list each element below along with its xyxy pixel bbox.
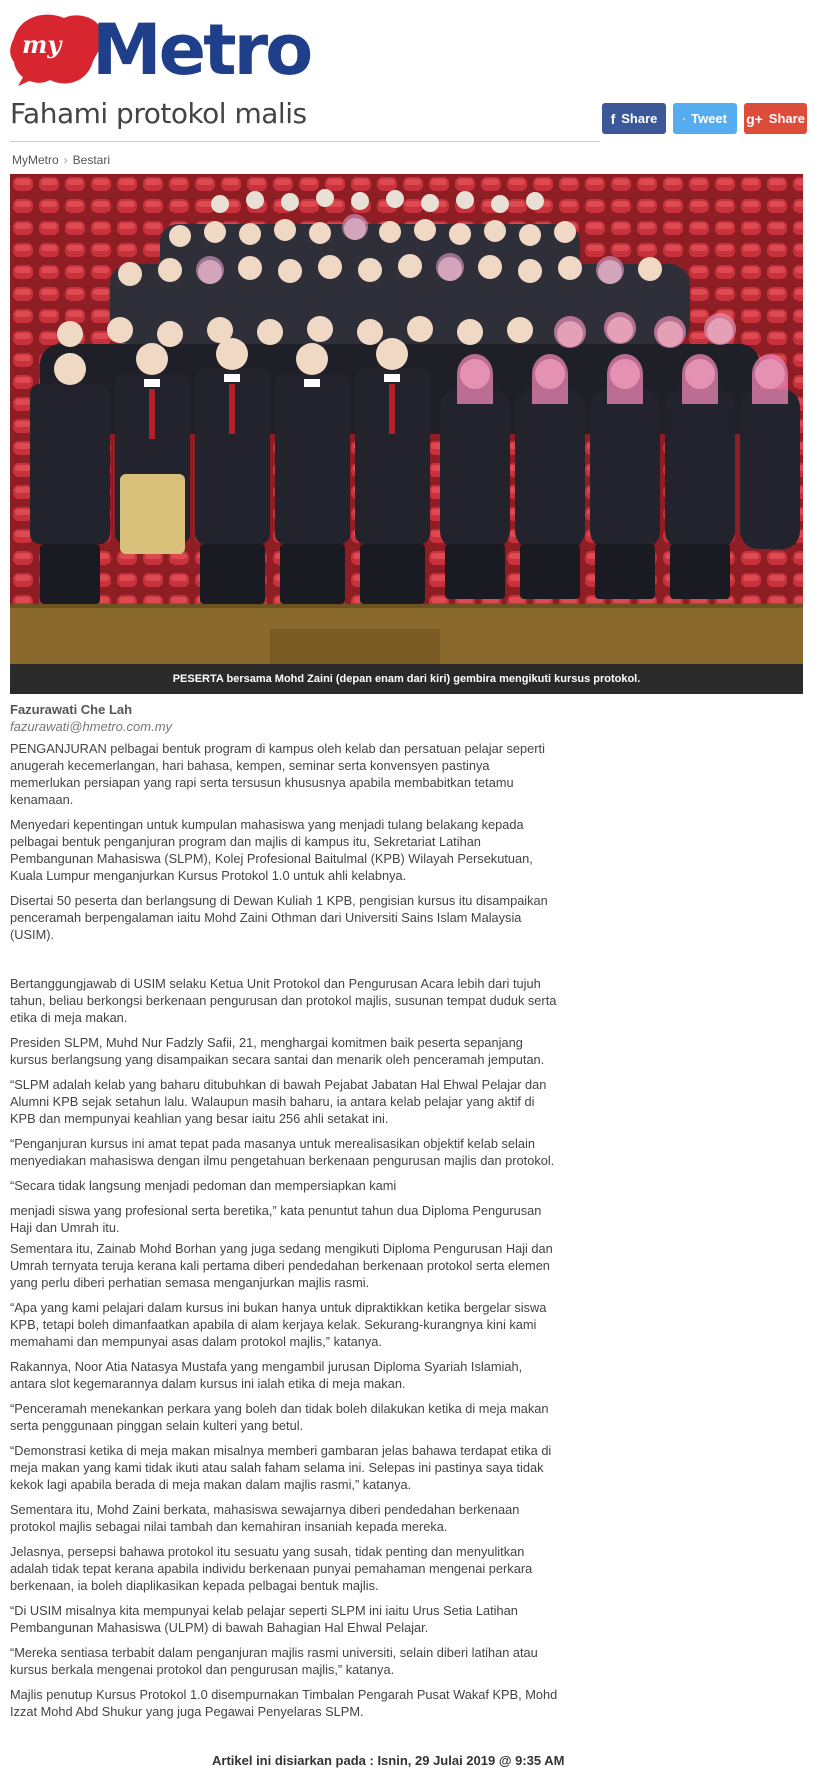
twitter-tweet-button[interactable] (673, 103, 737, 134)
article-paragraph: “Apa yang kami pelajari dalam kursus ini bukan hanya untuk dipraktikkan ketika bergelar siswa KPB, tetapi boleh dimanfaatkan apabila di alam kerjaya kelak. Sekurang-kurangnya kini kami memahami dan mempunyai asas dalam protokol majlis,” katanya. (10, 1300, 547, 1349)
article-paragraph: Sementara itu, Zainab Mohd Borhan yang juga sedang mengikuti Diploma Pengurusan Haji dan Umrah ternyata teruja kerana kali pertama diberi pendedahan berkenaan protokol serta elemen yang perlu diberi perhatian semasa menganjurkan majlis rasmi. (10, 1241, 553, 1290)
google-plus-icon: g+ (746, 110, 763, 127)
group-photo-illustration (10, 174, 803, 694)
article-paragraph: Disertai 50 peserta dan berlangsung di Dewan Kuliah 1 KPB, pengisian kursus itu disampaikan penceramah berpengalaman iaitu Mohd Zaini Othman dari Universiti Sains Islam Malaysia (USIM). (10, 893, 548, 942)
article-paragraph: Presiden SLPM, Muhd Nur Fadzly Safii, 21, menghargai komitmen baik peserta sepanjang kursus berlangsung yang disampaikan secara santai dan menarik oleh penceramah jemputan. (10, 1035, 545, 1067)
twitter-tweet-label: Tweet (691, 111, 727, 126)
twitter-icon (683, 113, 685, 125)
article-body (10, 740, 560, 1728)
article-paragraph: Jelasnya, persepsi bahawa protokol itu sesuatu yang susah, tidak penting dan menyulitkan adalah tidak tepat kerana apabila individu berkenaan punyai pemahaman mengenai perkara berkenaan, ia boleh diaplikasikan kepada pelbagai bentuk majlis. (10, 1544, 533, 1593)
facebook-share-button[interactable] (602, 103, 666, 134)
article-paragraph: Bertanggungjawab di USIM selaku Ketua Unit Protokol dan Pengurusan Acara lebih dari tujuh tahun, beliau berkongsi berkenaan pengurusan dan protokol majlis, susunan tempat duduk serta etika di meja makan. (10, 976, 557, 1025)
breadcrumb (12, 153, 110, 167)
article-paragraph: “Penceramah menekankan perkara yang boleh dan tidak boleh dilakukan ketika di meja makan serta penggunaan pinggan selain kulteri yang betul. (10, 1401, 549, 1433)
article-paragraph: Majlis penutup Kursus Protokol 1.0 disempurnakan Timbalan Pengarah Pusat Wakaf KPB, Mohd Izzat Mohd Abd Shukur yang juga Pegawai Penyelaras SLPM. (10, 1687, 558, 1719)
breadcrumb-home-link[interactable]: MyMetro (12, 153, 59, 167)
google-plus-share-button[interactable] (744, 103, 807, 134)
article-paragraph: “Mereka sentiasa terbabit dalam penganjuran majlis rasmi universiti, selain diberi latihan atau kursus berkala mengenai protokol dan pengurusan majlis,” katanya. (10, 1645, 538, 1677)
photo-caption: PESERTA bersama Mohd Zaini (depan enam dari kiri) gembira mengikuti kursus protokol. (10, 664, 803, 694)
google-plus-share-label: Share (768, 111, 805, 126)
article-paragraph: PENGANJURAN pelbagai bentuk program di kampus oleh kelab dan persatuan pelajar seperti anugerah kecemerlangan, hari bahasa, kempen, seminar serta konvensyen pastinya memerlukan persiapan yang rapi serta tersusun khususnya apabila membabitkan tetamu kenamaan. (10, 741, 545, 807)
logo-metro-text: Metro (92, 9, 311, 91)
share-buttons (602, 103, 807, 134)
facebook-icon: f (610, 110, 616, 127)
chevron-right-icon: › (63, 153, 68, 167)
article-paragraph: Rakannya, Noor Atia Natasya Mustafa yang mengambil jurusan Diploma Syariah Islamiah, antara slot kegemarannya dalam kursus ini ialah etika di meja makan. (10, 1359, 523, 1391)
article-paragraph: menjadi siswa yang profesional serta beretika,” kata penuntut tahun dua Diploma Pengurusan Haji dan Umrah itu. (10, 1203, 542, 1235)
site-logo[interactable] (6, 8, 311, 91)
article-paragraph: “SLPM adalah kelab yang baharu ditubuhkan di bawah Pejabat Jabatan Hal Ehwal Pelajar dan Alumni KPB sejak setahun lalu. Walaupun masih baharu, ia antara kelab pelajar yang aktif di KPB dan mempunyai keahlian yang besar iaitu 256 ahli setakat ini. (10, 1077, 547, 1126)
article-paragraph: Sementara itu, Mohd Zaini berkata, mahasiswa sewajarnya diberi pendedahan berkenaan protokol majlis sebagai nilai tambah dan kemahiran insaniah kepada mereka. (10, 1502, 520, 1534)
article-paragraph: Menyedari kepentingan untuk kumpulan mahasiswa yang menjadi tulang belakang kepada pelbagai bentuk penganjuran program dan majlis di kampus itu, Sekretariat Latihan Pembangunan Mahasiswa (SLPM), Kolej Profesional Baitulmal (KPB) Wilayah Persekutuan, Kuala Lumpur menganjurkan Kursus Protokol 1.0 untuk ahli kelabnya. (10, 817, 533, 883)
published-date: Artikel ini disiarkan pada : Isnin, 29 Julai 2019 @ 9:35 AM (212, 1753, 565, 1768)
article-paragraph: “Di USIM misalnya kita mempunyai kelab pelajar seperti SLPM ini iaitu Urus Setia Latihan Pembangunan Mahasiswa (ULPM) di bawah Bahagian Hal Ehwal Pelajar. (10, 1603, 518, 1635)
article-paragraph: “Demonstrasi ketika di meja makan misalnya memberi gambaran jelas bahawa terdapat etika di meja makan yang kami tidak ikuti atau salah faham selama ini. Selepas ini pastinya saya tidak kekok lagi apabila berada di meja makan dalam majlis rasmi,” katanya. (10, 1443, 552, 1492)
facebook-share-label: Share (621, 111, 658, 126)
article-title: Fahami protokol malis (10, 97, 307, 130)
logo-my-text: my (22, 30, 62, 59)
breadcrumb-section-link[interactable]: Bestari (72, 153, 111, 167)
article-photo (10, 174, 803, 694)
article-paragraph: “Secara tidak langsung menjadi pedoman dan mempersiapkan kami (10, 1178, 397, 1193)
article-paragraph: “Penganjuran kursus ini amat tepat pada masanya untuk merealisasikan objektif kelab selain menyediakan mahasiswa dengan ilmu pengetahuan berkenaan pengurusan majlis dan protokol. (10, 1136, 555, 1168)
author-email[interactable]: fazurawati@hmetro.com.my (10, 719, 173, 734)
title-divider (10, 141, 600, 142)
author-name: Fazurawati Che Lah (10, 702, 133, 717)
